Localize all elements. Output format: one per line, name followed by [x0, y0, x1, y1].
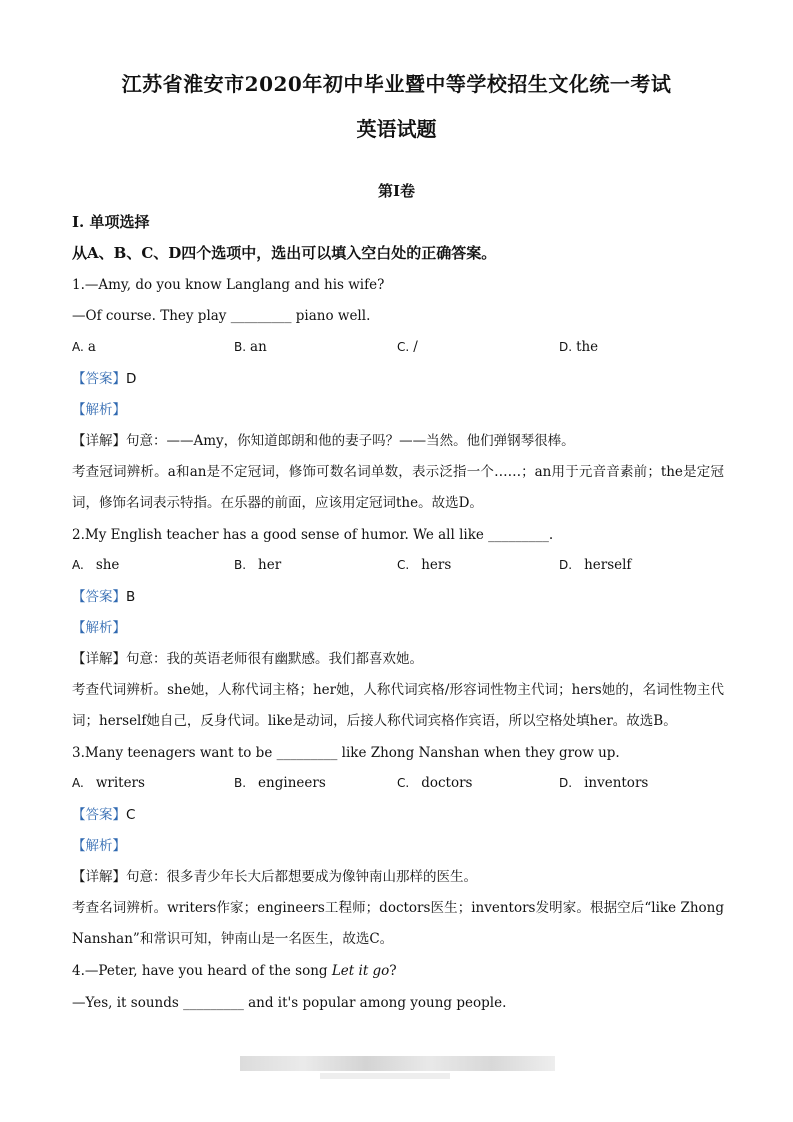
question-3-answer: 【答案】C — [72, 807, 136, 823]
song-title: Let it go — [331, 963, 390, 979]
question-2-option-c: C. hers — [397, 557, 452, 573]
question-2-explanation: 考查代词辨析。she她，人称代词主格；her她，人称代词宾格/形容词性物主代词；hers她的，名词性物主代词；herself她自己，反身代词。like是动词，后接人称代词宾格作宾语，所以空格处填her。故选B。 — [72, 682, 724, 729]
question-1-analysis-label: 【解析】 — [72, 402, 126, 418]
question-2-analysis-label: 【解析】 — [72, 620, 126, 636]
question-2-stem: 2.My English teacher has a good sense of humor. We all like _________. — [72, 527, 554, 543]
section-instruction: 从A、B、C、D四个选项中，选出可以填入空白处的正确答案。 — [72, 244, 497, 262]
exam-subtitle: 英语试题 — [356, 117, 437, 141]
question-3-option-b: B. engineers — [234, 775, 326, 791]
blurred-footer-watermark-2 — [320, 1073, 450, 1079]
question-2-detail: 【详解】句意：我的英语老师很有幽默感。我们都喜欢她。 — [72, 651, 423, 667]
question-1-option-d: D. the — [559, 339, 599, 355]
question-1-answer: 【答案】D — [72, 371, 137, 387]
volume-label: 第I卷 — [377, 182, 416, 200]
question-4-stem-1: 4.—Peter, have you heard of the song Let it go? — [72, 963, 397, 979]
question-3-analysis-label: 【解析】 — [72, 838, 126, 854]
question-2-option-d: D. herself — [559, 557, 632, 573]
question-1-stem-1: 1.—Amy, do you know Langlang and his wife? — [72, 277, 385, 293]
question-2-option-b: B. her — [234, 557, 282, 573]
exam-title: 江苏省淮安市2020年初中毕业暨中等学校招生文化统一考试 — [121, 72, 672, 96]
question-3-option-d: D. inventors — [559, 775, 649, 791]
question-1-option-c: C. / — [397, 339, 418, 355]
question-2-answer: 【答案】B — [72, 589, 136, 605]
question-3-option-a: A. writers — [72, 775, 145, 791]
blurred-footer-watermark — [240, 1056, 555, 1071]
question-1-option-a: A. a — [72, 339, 96, 355]
question-3-explanation: 考查名词辨析。writers作家；engineers工程师；doctors医生；inventors发明家。根据空后“like Zhong Nanshan”和常识可知，钟南山是一名医生，故选C。 — [72, 900, 724, 947]
question-3-detail: 【详解】句意：很多青少年长大后都想要成为像钟南山那样的医生。 — [72, 869, 477, 885]
question-3-option-c: C. doctors — [397, 775, 473, 791]
question-1-stem-2: —Of course. They play _________ piano well. — [72, 308, 371, 324]
question-1-explanation: 考查冠词辨析。a和an是不定冠词，修饰可数名词单数，表示泛指一个……；an用于元音音素前；the是定冠词，修饰名词表示特指。在乐器的前面，应该用定冠词the。故选D。 — [72, 464, 724, 511]
question-1-detail: 【详解】句意：——Amy，你知道郎朗和他的妻子吗？——当然。他们弹钢琴很棒。 — [72, 433, 575, 449]
question-4-stem-2: —Yes, it sounds _________ and it's popular among young people. — [72, 995, 507, 1011]
question-2-option-a: A. she — [72, 557, 120, 573]
section-heading: I. 单项选择 — [72, 213, 150, 231]
question-1-option-b: B. an — [234, 339, 267, 355]
question-3-stem: 3.Many teenagers want to be _________ like Zhong Nanshan when they grow up. — [72, 745, 620, 761]
